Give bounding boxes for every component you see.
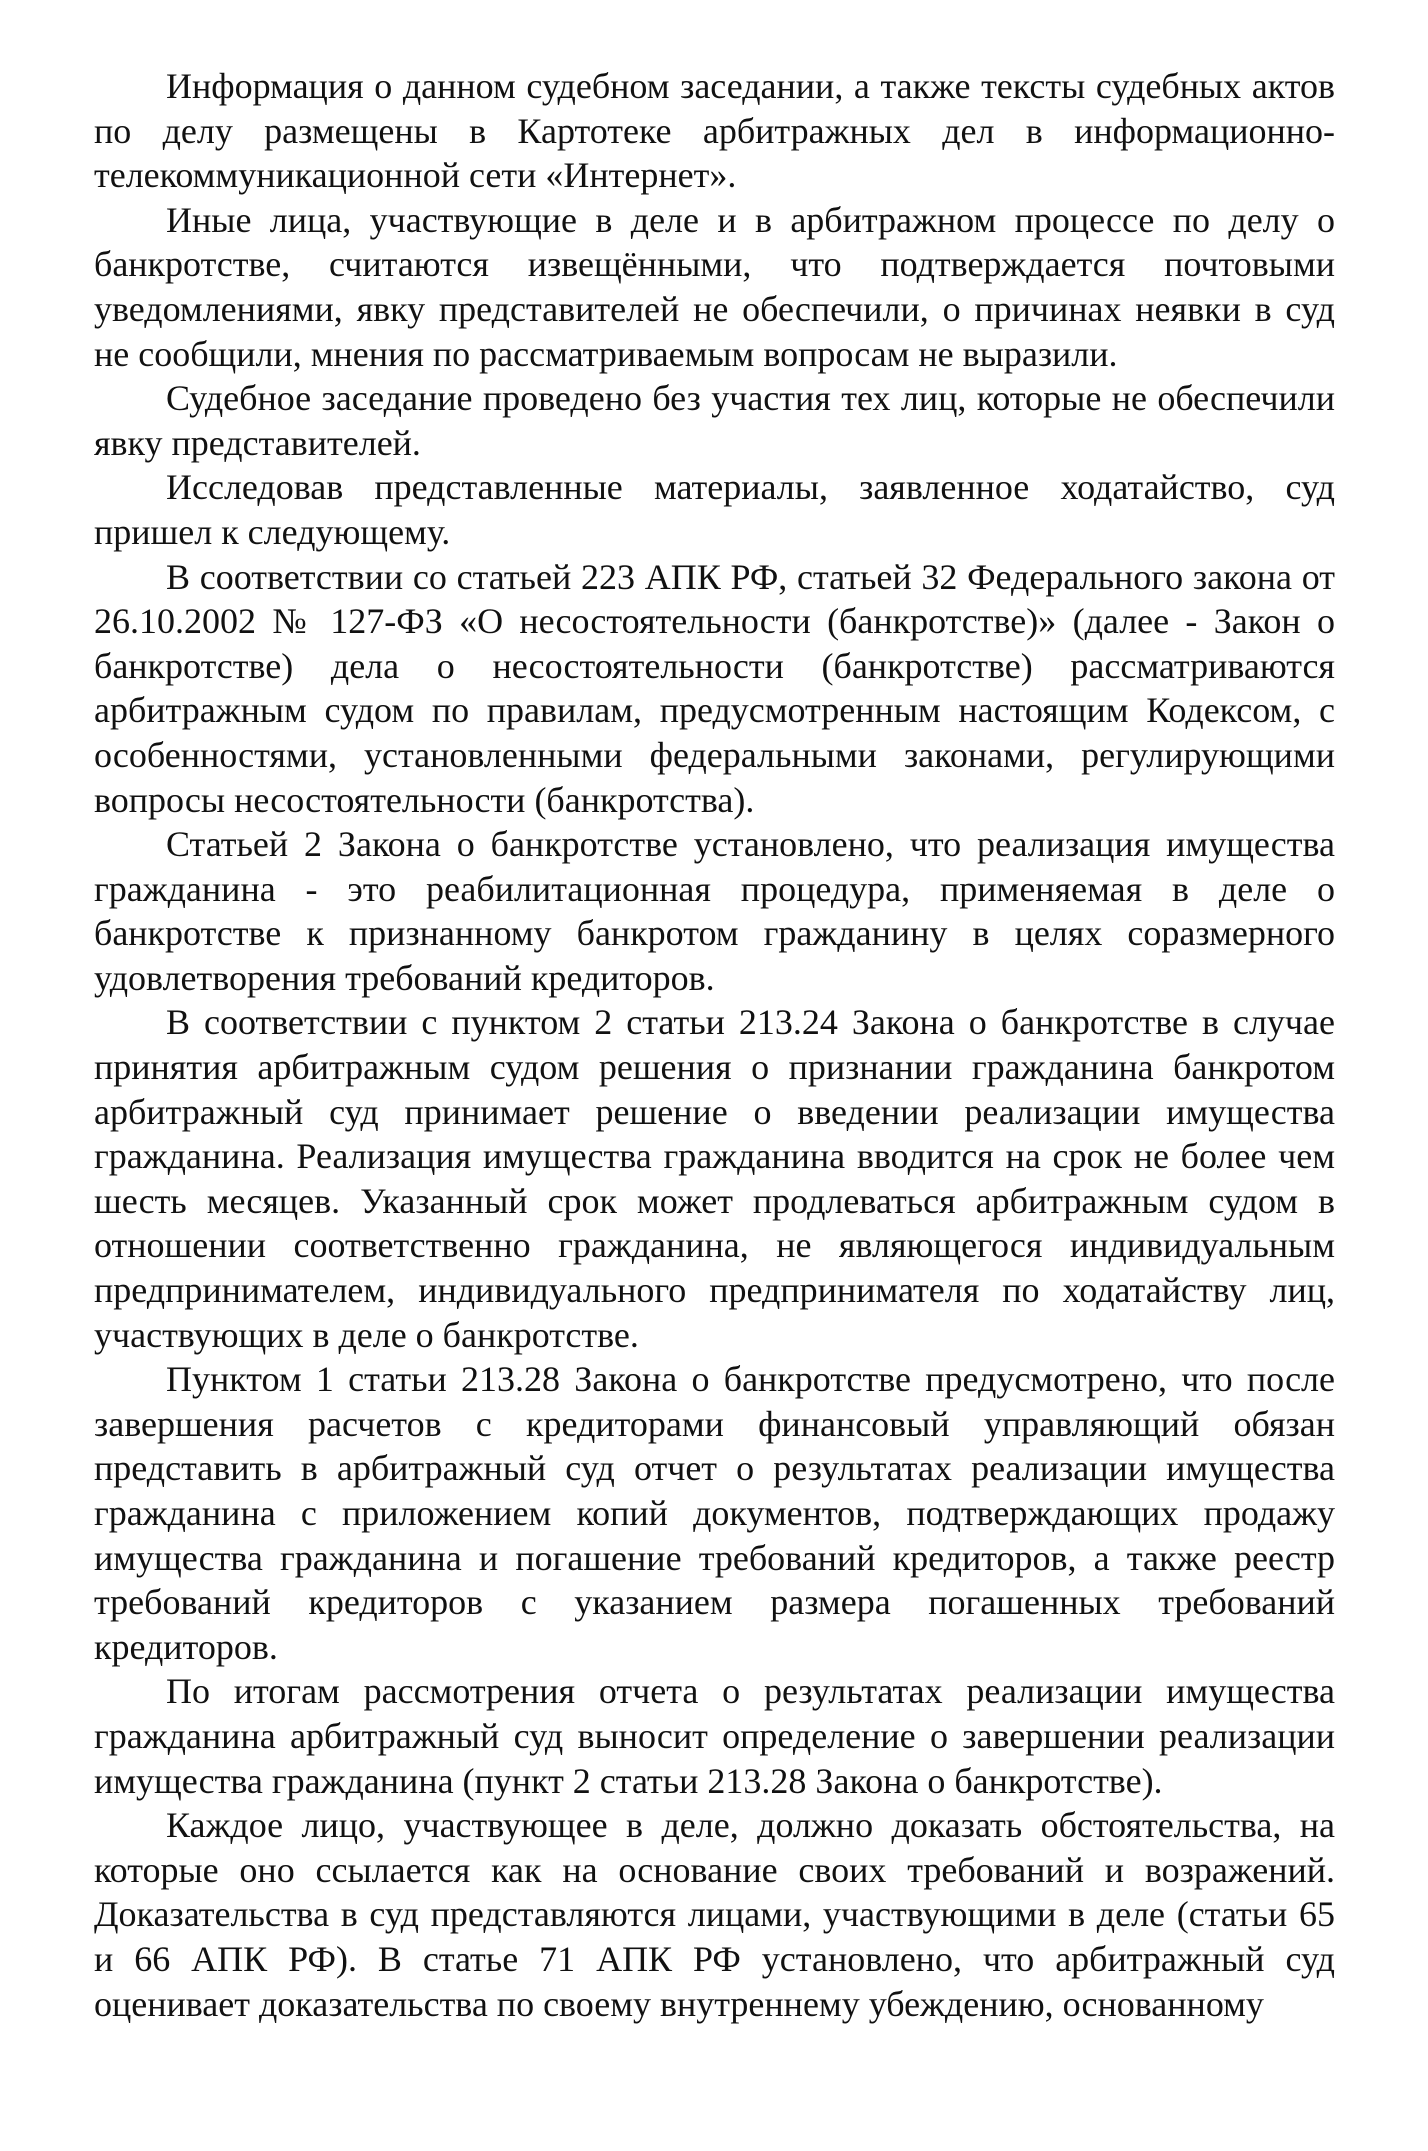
paragraph-court-findings: Исследовав представленные материалы, заявленное ходатайство, суд пришел к следующему. bbox=[94, 467, 1335, 552]
paragraph-article-2-definition: Статьей 2 Закона о банкротстве установлено, что реализация имущества гражданина - это реабилитационная процедура, применяемая в деле о банкротстве к признанному банкротом гражданину в целях соразмерного удовлетворения требований кредиторов. bbox=[94, 824, 1335, 998]
paragraph-hearing-without-parties: Судебное заседание проведено без участия тех лиц, которые не обеспечили явку представителей. bbox=[94, 378, 1335, 463]
paragraph-notice-of-hearing: Информация о данном судебном заседании, а также тексты судебных актов по делу размещены в Картотеке арбитражных дел в информационно-телекоммуникационной сети «Интернет». bbox=[94, 66, 1335, 196]
paragraph-article-213-28-report: Пунктом 1 статьи 213.28 Закона о банкротстве предусмотрено, что после завершения расчетов с кредиторами финансовый управляющий обязан представить в арбитражный суд отчет о результатах реализации имущества гражданина с приложением копий документов, подтверждающих продажу имущества гражданина и погашение требований кредиторов, а также реестр требований кредиторов с указанием размера погашенных требований кредиторов. bbox=[94, 1359, 1335, 1667]
paragraph-completion-ruling: По итогам рассмотрения отчета о результатах реализации имущества гражданина арбитражный суд выносит определение о завершении реализации имущества гражданина (пункт 2 статьи 213.28 Закона о банкротстве). bbox=[94, 1671, 1335, 1801]
paragraph-burden-of-proof: Каждое лицо, участвующее в деле, должно доказать обстоятельства, на которые оно ссылается как на основание своих требований и возражений. Доказательства в суд представляются лицами, участвующими в деле (статьи 65 и 66 АПК РФ). В статье 71 АПК РФ установлено, что арбитражный суд оценивает доказательства по своему внутреннему убеждению, основанному bbox=[94, 1805, 1335, 2024]
document-body bbox=[94, 64, 1335, 2026]
paragraph-article-213-24: В соответствии с пунктом 2 статьи 213.24 Закона о банкротстве в случае принятия арбитражным судом решения о признании гражданина банкротом арбитражный суд принимает решение о введении реализации имущества гражданина. Реализация имущества гражданина вводится на срок не более чем шесть месяцев. Указанный срок может продлеваться арбитражным судом в отношении соответственно гражданина, не являющегося индивидуальным предпринимателем, индивидуального предпринимателя по ходатайству лиц, участвующих в деле о банкротстве. bbox=[94, 1002, 1335, 1355]
paragraph-article-223: В соответствии со статьей 223 АПК РФ, статьей 32 Федерального закона от 26.10.2002 № 127-ФЗ «О несостоятельности (банкротстве)» (далее - Закон о банкротстве) дела о несостоятельности (банкротстве) рассматриваются арбитражным судом по правилам, предусмотренным настоящим Кодексом, с особенностями, установленными федеральными законами, регулирующими вопросы несостоятельности (банкротства). bbox=[94, 556, 1335, 820]
paragraph-other-parties-notified: Иные лица, участвующие в деле и в арбитражном процессе по делу о банкротстве, считаются извещёнными, что подтверждается почтовыми уведомлениями, явку представителей не обеспечили, о причинах неявки в суд не сообщили, мнения по рассматриваемым вопросам не выразили. bbox=[94, 199, 1335, 374]
